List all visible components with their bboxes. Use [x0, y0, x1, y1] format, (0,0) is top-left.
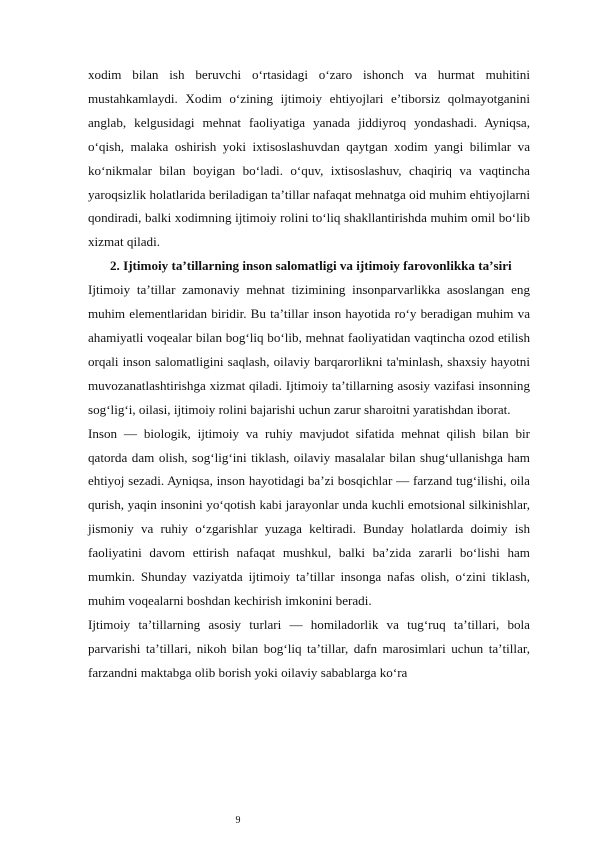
intro-paragraph: xodim bilan ish beruvchi o‘rtasidagi o‘zaro ishonch va hurmat muhitini mustahkamlaydi. Xodim o‘zining ijtimoiy ehtiyojlari e’tiborsiz qolmayotganini anglab, kelgusidagi mehnat faoliyatiga yanada jiddiyroq yondashadi. Ayniqsa, o‘qish, malaka oshirish yoki ixtisoslashuvdan qaytgan xodim yangi bilimlar va ko‘nikmalar bilan boyigan bo‘ladi. o‘quv, ixtisoslashuv, chaqiriq va vaqtincha yaroqsizlik holatlarida beriladigan taʼtillar nafaqat mehnatga oid muhim ehtiyojlarni qondiradi, balki xodimning ijtimoiy rolini to‘liq shakllantirishda muhim omil bo‘lib xizmat qiladi. [88, 67, 530, 250]
section-heading: 2. Ijtimoiy taʼtillarning inson salomatligi va ijtimoiy farovonlikka taʼsiri [110, 258, 512, 274]
body-paragraph-3: Ijtimoiy taʼtillarning asosiy turlari — homiladorlik va tug‘ruq taʼtillari, bola parvarishi taʼtillari, nikoh bilan bog‘liq taʼtillar, dafn marosimlari uchun taʼtillar, farzandni maktabga olib borish yoki oilaviy sabablarga ko‘ra [88, 616, 530, 680]
document-page [88, 63, 530, 685]
body-paragraph-1: Ijtimoiy taʼtillar zamonaviy mehnat tizimining insonparvarlikka asoslangan eng muhim elementlaridan biridir. Bu taʼtillar inson hayotida ro‘y beradigan muhim va ahamiyatli voqealar bilan bog‘liq bo‘lib, mehnat faoliyatidan vaqtincha ozod etilish orqali inson salomatligini saqlash, oilaviy barqarorlikni ta'minlash, shaxsiy hayotni muvozanatlashtirishga xizmat qiladi. Ijtimoiy taʼtillarning asosiy vazifasi insonning sog‘lig‘i, oilasi, ijtimoiy rolini bajarishi uchun zarur sharoitni yaratishdan iborat. [88, 282, 530, 417]
body-paragraph-2: Inson — biologik, ijtimoiy va ruhiy mavjudot sifatida mehnat qilish bilan bir qatorda dam olish, sog‘lig‘ini tiklash, oilaviy masalalar bilan shug‘ullanishga ham ehtiyoj sezadi. Ayniqsa, inson hayotidagi baʼzi bosqichlar — farzand tug‘ilishi, oila qurish, yaqin insonini yo‘qotish kabi jarayonlar unda kuchli emotsional silkinishlar, jismoniy va ruhiy o‘zgarishlar yuzaga keltiradi. Bunday holatlarda doimiy ish faoliyatini davom ettirish nafaqat mushkul, balki baʼzida zararli bo‘lishi ham mumkin. Shunday vaziyatda ijtimoiy taʼtillar insonga nafas olish, o‘zini tiklash, muhim voqealarni boshdan kechirish imkonini beradi. [88, 425, 530, 608]
page-number: 9 [235, 815, 241, 826]
